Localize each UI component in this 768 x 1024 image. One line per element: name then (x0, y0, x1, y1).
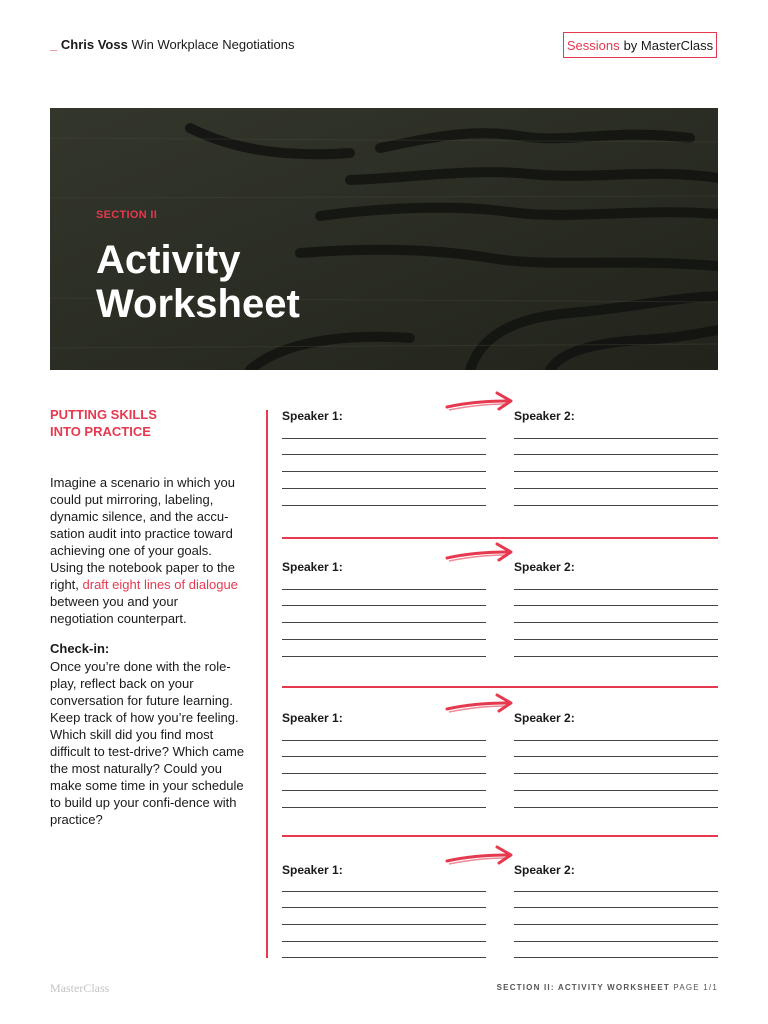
intro-paragraph (50, 474, 245, 627)
writing-line[interactable] (514, 941, 718, 942)
writing-line[interactable] (514, 891, 718, 892)
speaker-1-label: Speaker 1: (282, 711, 343, 725)
arrow-icon (445, 391, 517, 417)
sessions-by-label: by MasterClass (623, 37, 714, 53)
writing-line[interactable] (514, 740, 718, 741)
speaker-2-label: Speaker 2: (514, 711, 575, 725)
writing-line[interactable] (282, 471, 486, 472)
writing-line[interactable] (282, 656, 486, 657)
writing-line[interactable] (514, 471, 718, 472)
course-header (50, 37, 295, 52)
arrow-icon (445, 542, 517, 568)
writing-line[interactable] (282, 924, 486, 925)
writing-line[interactable] (282, 907, 486, 908)
masterclass-logo: MasterClass (50, 981, 110, 995)
writing-line[interactable] (514, 488, 718, 489)
speaker-1-label: Speaker 1: (282, 409, 343, 423)
subheading-line-2: INTO PRACTICE (50, 424, 151, 439)
speaker-1-label: Speaker 1: (282, 560, 343, 574)
writing-line[interactable] (282, 807, 486, 808)
writing-line[interactable] (514, 656, 718, 657)
writing-line[interactable] (514, 924, 718, 925)
block-divider (282, 835, 718, 837)
subheading (50, 406, 230, 440)
writing-line[interactable] (282, 622, 486, 623)
checkin-paragraph: Once you’re done with the role-play, reflect back on your conversation for future learning. Keep track of how you’re feeling. Which skill did you find most difficult to test-drive? Which came the most naturally? Could you make some time in your schedule to build up your confi-dence with practice? (50, 659, 245, 827)
arrow-icon (445, 845, 517, 871)
speaker-2-label: Speaker 2: (514, 409, 575, 423)
writing-line[interactable] (282, 505, 486, 506)
page-title (96, 238, 396, 326)
writing-line[interactable] (282, 454, 486, 455)
dialogue-block-3 (282, 711, 718, 851)
writing-line[interactable] (514, 957, 718, 958)
writing-line[interactable] (514, 622, 718, 623)
writing-line[interactable] (514, 589, 718, 590)
writing-line[interactable] (514, 807, 718, 808)
arrow-icon (445, 693, 517, 719)
page-number: PAGE 1/1 (673, 983, 718, 992)
intro-highlight: draft eight lines of dialogue (82, 577, 238, 592)
writing-line[interactable] (514, 756, 718, 757)
writing-line[interactable] (514, 790, 718, 791)
writing-line[interactable] (282, 605, 486, 606)
writing-line[interactable] (282, 957, 486, 958)
writing-line[interactable] (282, 740, 486, 741)
writing-line[interactable] (282, 941, 486, 942)
speaker-2-label: Speaker 2: (514, 863, 575, 877)
writing-line[interactable] (282, 773, 486, 774)
writing-line[interactable] (282, 589, 486, 590)
writing-line[interactable] (282, 756, 486, 757)
writing-line[interactable] (282, 639, 486, 640)
writing-line[interactable] (282, 790, 486, 791)
writing-line[interactable] (514, 773, 718, 774)
header-dash: _ (50, 37, 58, 52)
footer-section-label: SECTION II: ACTIVITY WORKSHEET (496, 983, 670, 992)
vertical-divider (266, 410, 268, 958)
subheading-line-1: PUTTING SKILLS (50, 407, 157, 422)
hero-banner (50, 108, 718, 370)
dialogue-block-4 (282, 863, 718, 1003)
speaker-1-label: Speaker 1: (282, 863, 343, 877)
writing-line[interactable] (514, 454, 718, 455)
dialogue-block-2 (282, 560, 718, 700)
checkin-heading: Check-in: (50, 641, 110, 656)
writing-line[interactable] (514, 907, 718, 908)
course-name: Win Workplace Negotiations (131, 37, 295, 52)
page-footer (497, 983, 718, 992)
dialogue-block-1 (282, 409, 718, 549)
title-line-2: Worksheet (96, 282, 300, 326)
writing-line[interactable] (282, 488, 486, 489)
block-divider (282, 686, 718, 688)
title-line-1: Activity (96, 238, 241, 282)
writing-line[interactable] (514, 505, 718, 506)
sessions-label: Sessions (566, 37, 620, 53)
writing-line[interactable] (282, 438, 486, 439)
writing-line[interactable] (514, 438, 718, 439)
writing-line[interactable] (514, 605, 718, 606)
intro-text-end: between you and your negotiation counterpart. (50, 594, 187, 626)
section-label: SECTION II (96, 209, 158, 221)
speaker-2-label: Speaker 2: (514, 560, 575, 574)
writing-line[interactable] (282, 891, 486, 892)
block-divider (282, 537, 718, 539)
intro-text: Imagine a scenario in which you could put mirroring, labeling, dynamic silence, and the accu-sation audit into practice toward achieving one of your goals. Using the notebook paper to the right, (50, 475, 236, 592)
writing-line[interactable] (514, 639, 718, 640)
sessions-badge (563, 32, 717, 58)
author-name: Chris Voss (60, 37, 128, 52)
